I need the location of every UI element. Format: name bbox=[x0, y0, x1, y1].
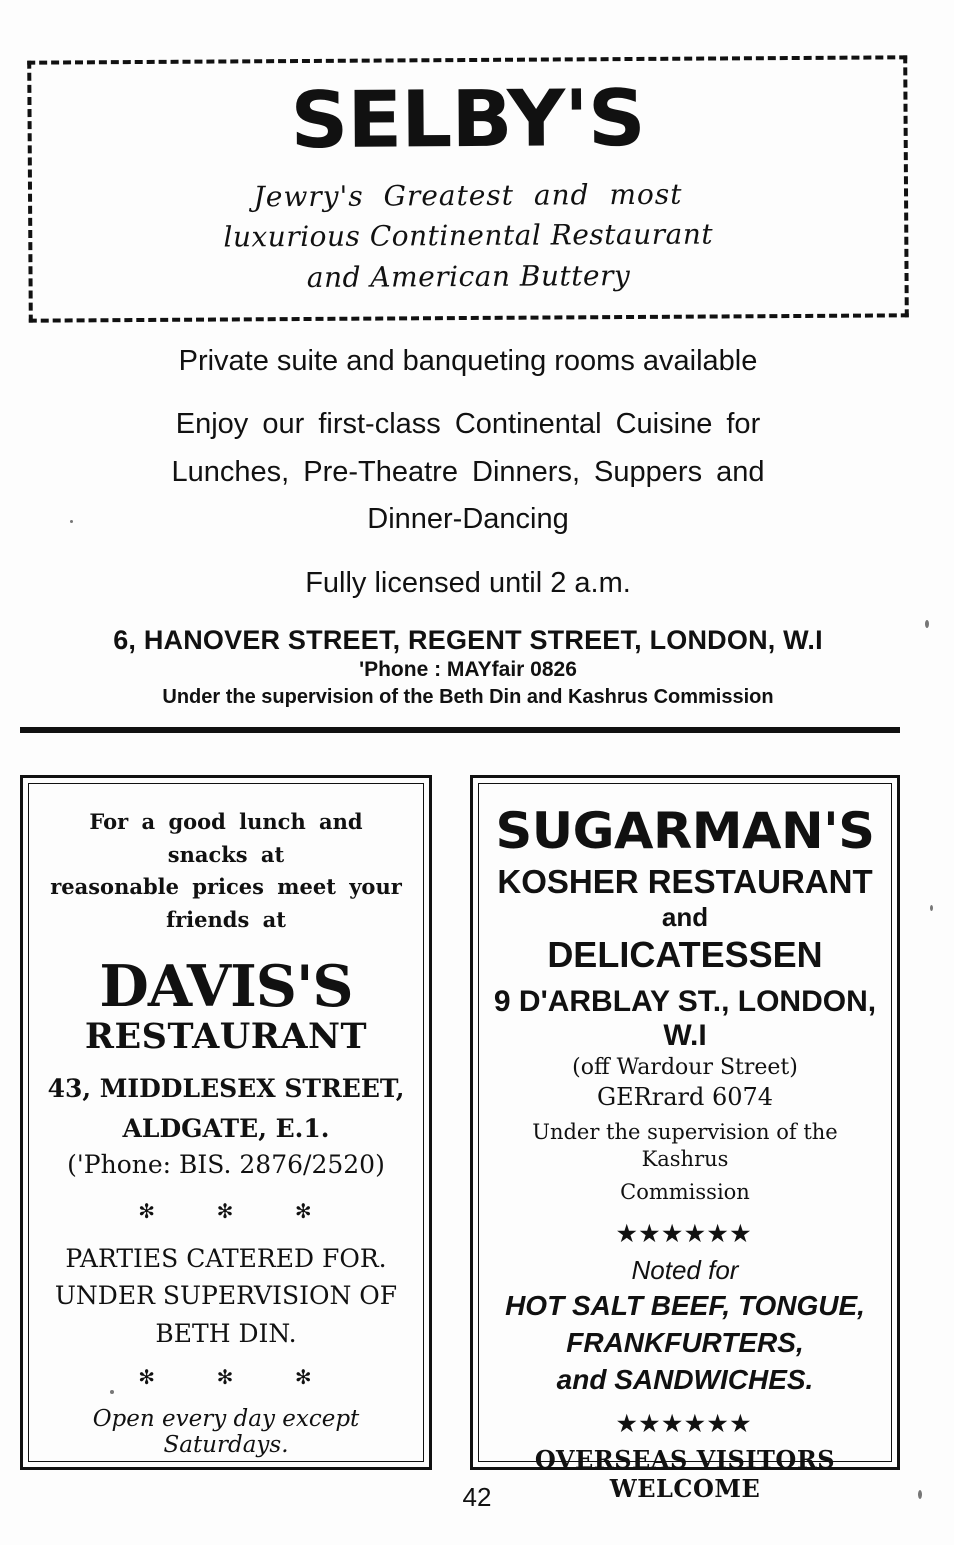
selbys-address: 6, HANOVER STREET, REGENT STREET, LONDON, W.I bbox=[113, 625, 823, 656]
selbys-dashed-border bbox=[27, 55, 909, 322]
sugarman-address: 9 D'ARBLAY ST., LONDON, W.I bbox=[493, 984, 877, 1052]
davis-name: DAVIS'S bbox=[99, 953, 353, 1021]
selbys-private-suite: Private suite and banqueting rooms available bbox=[178, 344, 758, 377]
sugarman-items-line1: HOT SALT BEEF, TONGUE, bbox=[505, 1289, 865, 1321]
selbys-tagline-line1: Jewry's Greatest and most bbox=[253, 177, 683, 214]
davis-restaurant-word: RESTAURANT bbox=[84, 1016, 368, 1058]
davis-divider-asterisks-bottom: ✻ ✻ ✻ bbox=[138, 1366, 340, 1389]
sugarman-name: SUGARMAN'S bbox=[495, 802, 875, 860]
selbys-tagline-line3: and American Buttery bbox=[306, 259, 631, 295]
sugarman-phone: GERrard 6074 bbox=[596, 1082, 774, 1111]
sugarman-delicatessen: DELICATESSEN bbox=[547, 934, 823, 976]
selbys-tagline-line2: luxurious Continental Restaurant bbox=[223, 217, 714, 254]
davis-advert bbox=[20, 775, 432, 1470]
selbys-body bbox=[28, 340, 908, 606]
sugarman-items-line2: FRANKFURTERS, bbox=[566, 1326, 804, 1358]
sugarman-supervision-line2: Commission bbox=[620, 1180, 750, 1205]
selbys-licensed: Fully licensed until 2 a.m. bbox=[305, 566, 631, 599]
page-number: 42 bbox=[462, 1482, 492, 1512]
davis-lead bbox=[47, 806, 405, 936]
davis-parties-line3: BETH DIN. bbox=[155, 1319, 297, 1349]
selbys-title: SELBY'S bbox=[290, 73, 645, 167]
sugarman-kosher-restaurant: KOSHER RESTAURANT bbox=[497, 863, 873, 900]
sugarman-stars-top: ★★★★★★ bbox=[616, 1220, 754, 1246]
selbys-phone: 'Phone : MAYfair 0826 bbox=[359, 658, 577, 682]
davis-divider-asterisks-top: ✻ ✻ ✻ bbox=[138, 1200, 340, 1223]
scan-speck bbox=[110, 1390, 114, 1394]
sugarman-stars-bottom: ★★★★★★ bbox=[616, 1410, 754, 1436]
davis-address-line2: ALDGATE, E.1. bbox=[122, 1113, 330, 1143]
davis-lead-line1: For a good lunch and snacks at bbox=[89, 809, 363, 867]
sugarman-off-street: (off Wardour Street) bbox=[572, 1054, 798, 1080]
scan-speck bbox=[925, 620, 929, 628]
davis-advert-inner bbox=[28, 783, 424, 1462]
selbys-cuisine-line3: Dinner-Dancing bbox=[367, 503, 569, 536]
selbys-cuisine-line1: Enjoy our first-class Continental Cuisine for bbox=[175, 408, 761, 441]
sugarman-advert-inner bbox=[478, 783, 892, 1503]
davis-lead-line3: friends at bbox=[166, 906, 286, 932]
selbys-tagline bbox=[52, 173, 885, 300]
sugarman-overseas-welcome: OVERSEAS VISITORS WELCOME bbox=[534, 1444, 836, 1503]
davis-opening-note: Open every day except Saturdays. bbox=[92, 1405, 360, 1458]
davis-lead-line2: reasonable prices meet your bbox=[50, 874, 402, 900]
sugarman-supervision-line1: Under the supervision of the Kashrus bbox=[532, 1119, 838, 1172]
sugarman-noted-for: Noted for bbox=[631, 1254, 739, 1285]
selbys-advert bbox=[28, 58, 908, 709]
sugarman-items-line3: and SANDWICHES. bbox=[556, 1363, 814, 1395]
davis-parties-line2: UNDER SUPERVISION OF bbox=[54, 1281, 398, 1311]
scan-speck bbox=[918, 1490, 922, 1499]
horizontal-divider bbox=[20, 727, 900, 733]
selbys-supervision: Under the supervision of the Beth Din and Kashrus Commission bbox=[162, 686, 774, 709]
scan-speck bbox=[930, 905, 933, 911]
sugarman-and: and bbox=[661, 902, 709, 933]
davis-address-line1: 43, MIDDLESEX STREET, bbox=[47, 1074, 405, 1104]
selbys-cuisine-line2: Lunches, Pre-Theatre Dinners, Suppers and bbox=[171, 455, 765, 488]
davis-phone: ('Phone: BIS. 2876/2520) bbox=[67, 1149, 385, 1179]
scan-speck bbox=[70, 520, 73, 523]
davis-parties-line1: PARTIES CATERED FOR. bbox=[65, 1243, 387, 1273]
